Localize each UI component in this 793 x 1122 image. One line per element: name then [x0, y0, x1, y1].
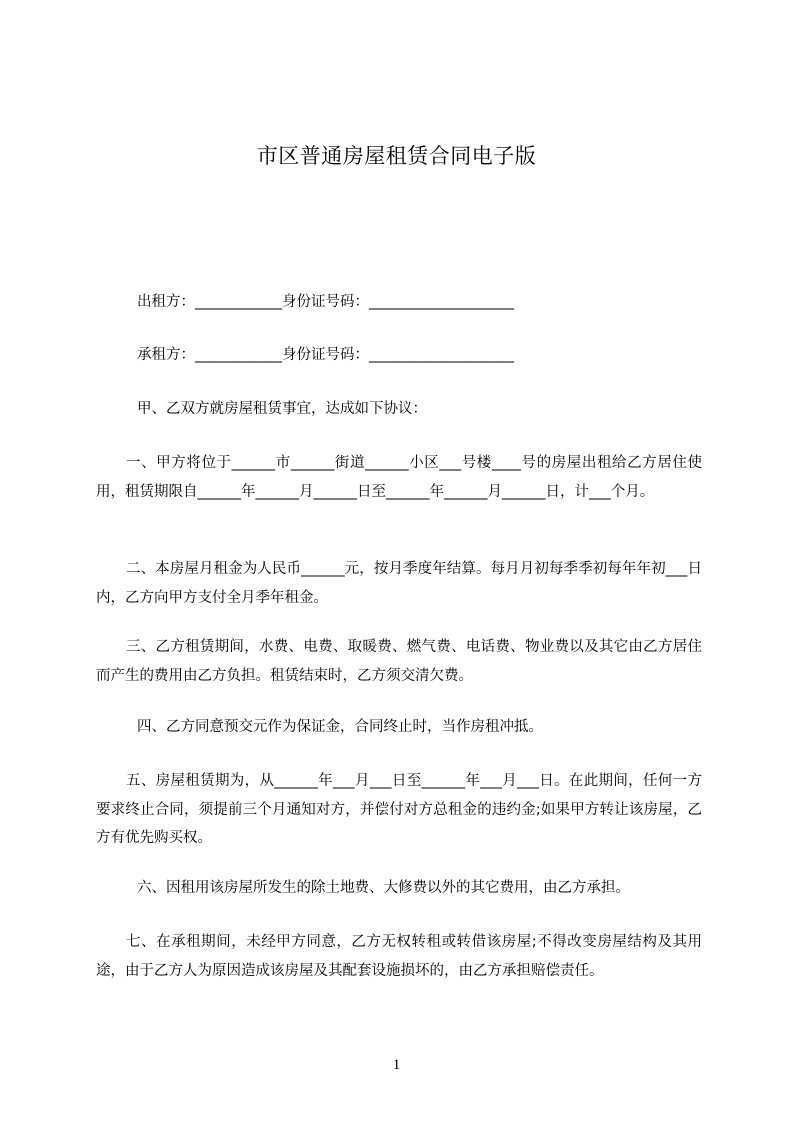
clause-5: 五、房屋租赁期为，从______年___月___日至______年___月___日。在此期间，任何一方要求终止合同，须提前三个月通知对方，并偿付对方总租金的违约金;如果甲方转让该房屋，乙方有优先购买权。	[96, 773, 702, 846]
clause-1: 一、甲方将位于______市______街道______小区___号楼____号的房屋出租给乙方居住使用，租赁期限自______年______月______日至______年______月______日，计___个月。	[96, 455, 702, 500]
lessee-line: 承租方：____________身份证号码：____________________	[137, 347, 514, 363]
clause-3: 三、乙方租赁期间，水费、电费、取暖费、燃气费、电话费、物业费以及其它由乙方居住而产生的费用由乙方负担。租赁结束时，乙方须交清欠费。	[96, 639, 702, 684]
document-title: 市区普通房屋租赁合同电子版	[256, 144, 537, 168]
clause-2: 二、本房屋月租金为人民币______元，按月季度年结算。每月月初每季季初每年年初___日内，乙方向甲方支付全月季年租金。	[96, 561, 702, 606]
intro-line: 甲、乙双方就房屋租赁事宜，达成如下协议：	[137, 401, 427, 417]
clause-6: 六、因租用该房屋所发生的除土地费、大修费以外的其它费用，由乙方承担。	[137, 880, 630, 896]
clause-7: 七、在承租期间，未经甲方同意，乙方无权转租或转借该房屋;不得改变房屋结构及其用途，由于乙方人为原因造成该房屋及其配套设施损坏的，由乙方承担赔偿责任。	[96, 934, 702, 979]
lessor-line: 出租方：____________身份证号码：____________________	[137, 294, 514, 310]
page-number: 1	[392, 1057, 401, 1073]
clause-4: 四、乙方同意预交元作为保证金，合同终止时，当作房租冲抵。	[137, 719, 543, 735]
